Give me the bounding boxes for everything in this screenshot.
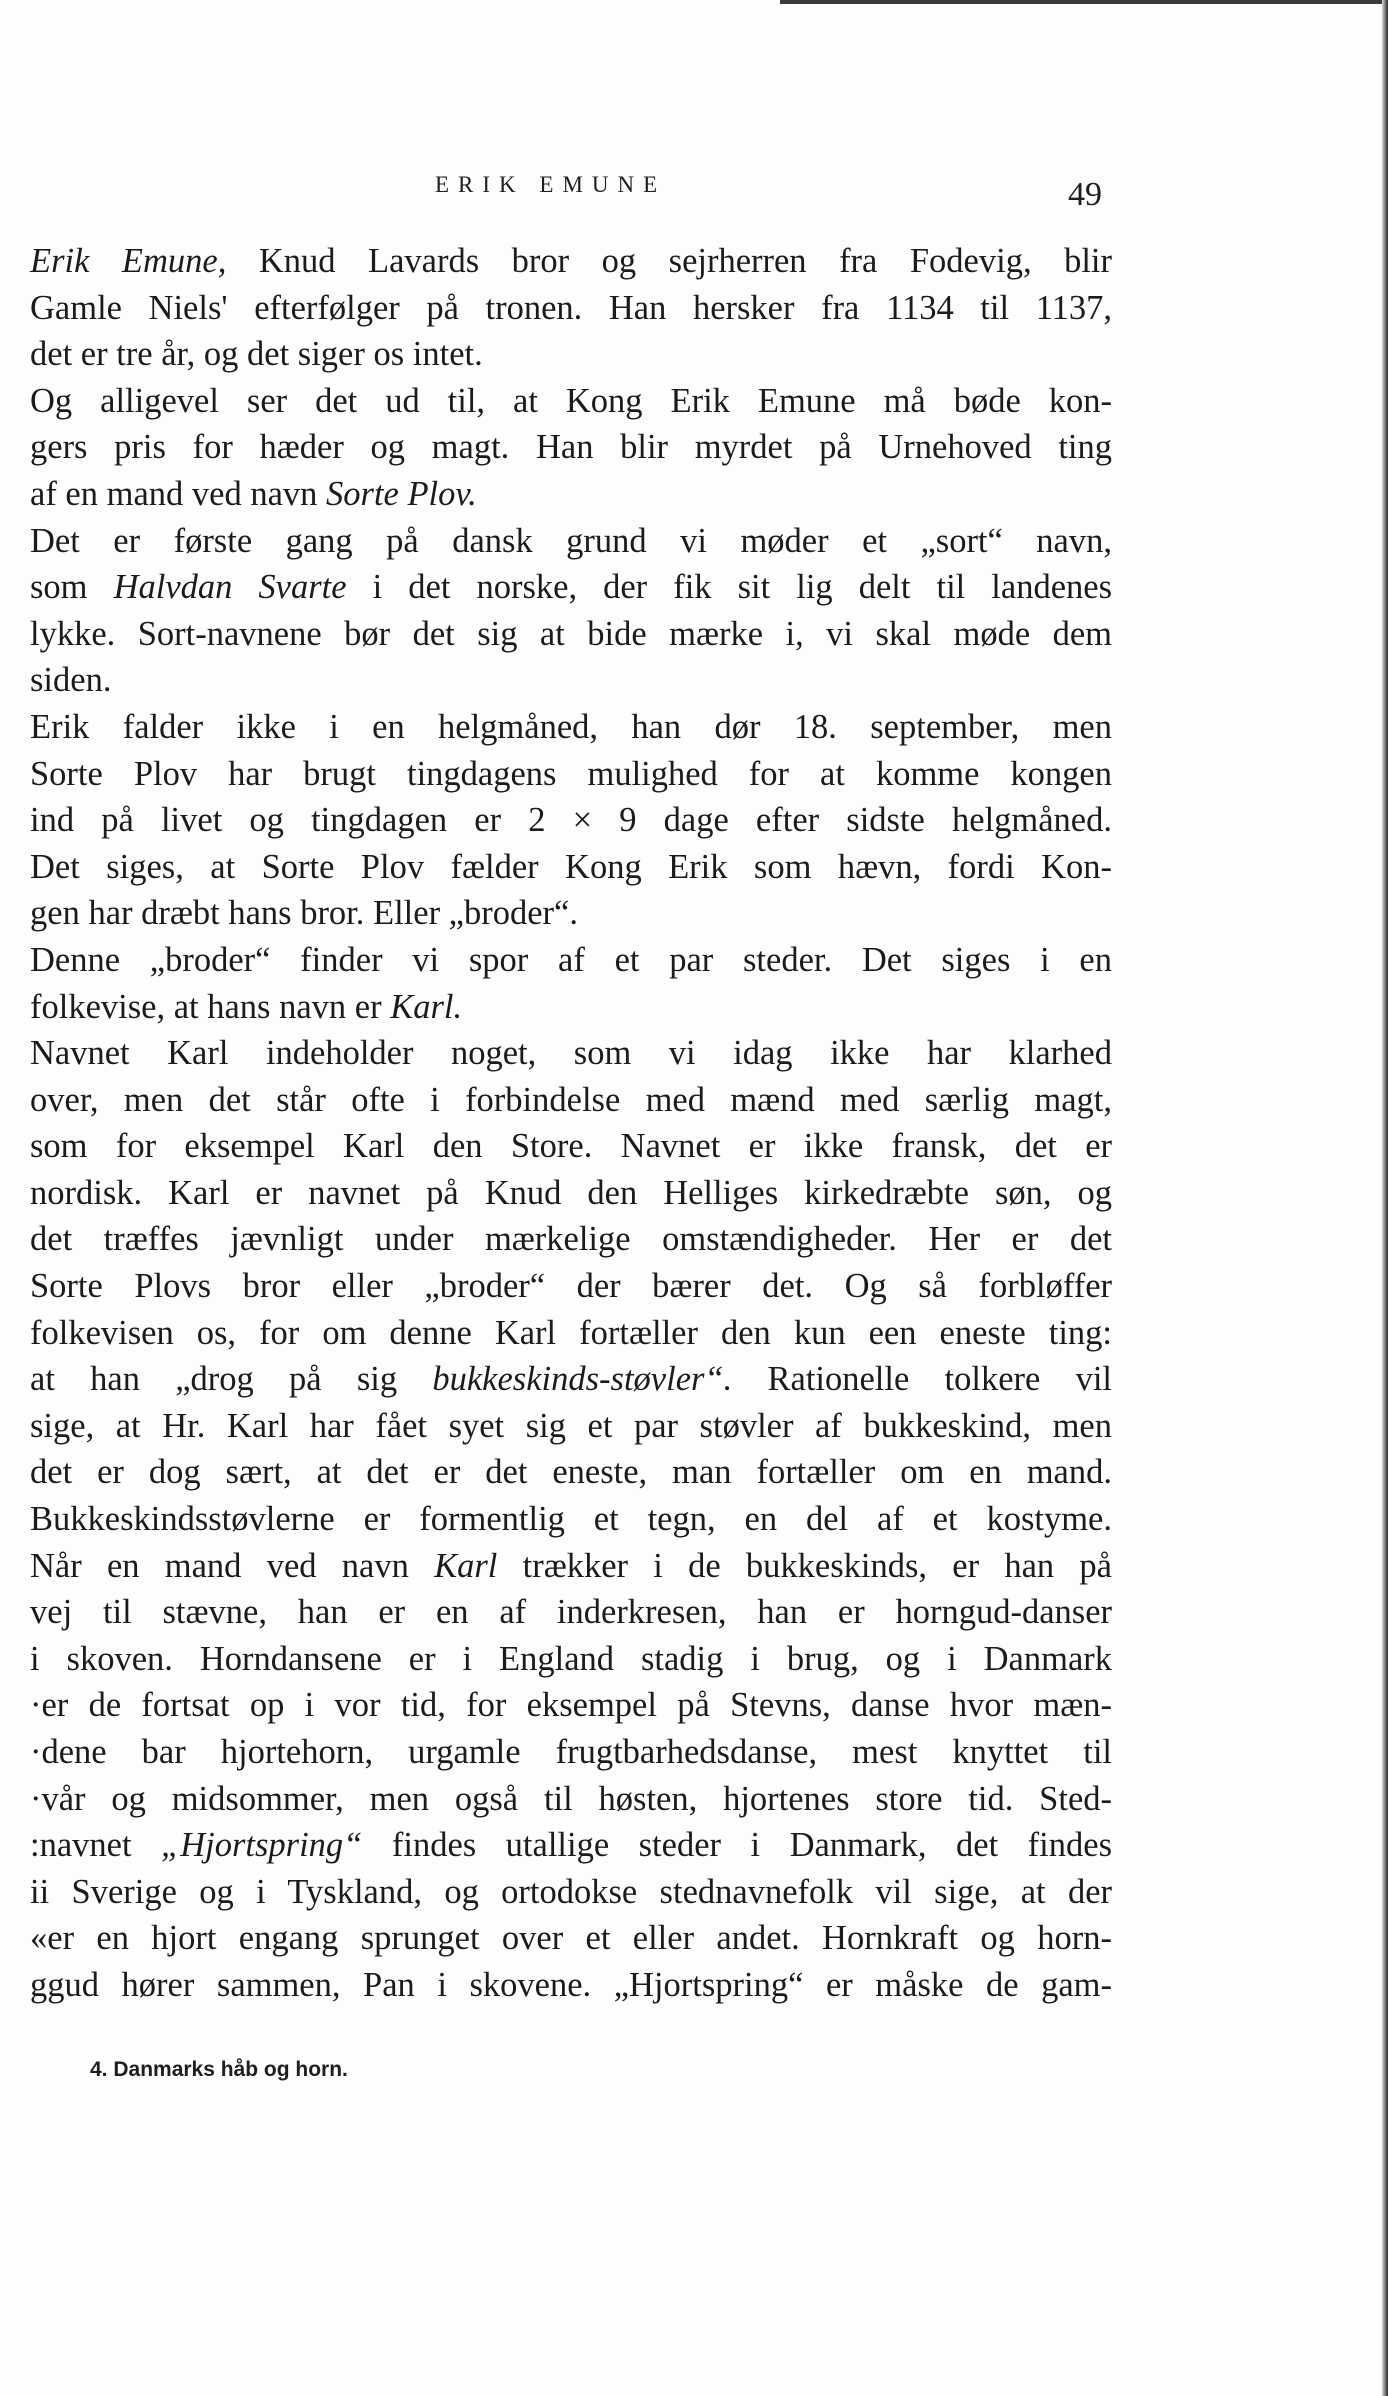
text-line [30,890,1112,937]
text-line [30,611,1112,658]
text-line [30,1636,1112,1683]
text-segment: at han „drog på sig [30,1360,433,1399]
text-line [30,1170,1112,1217]
text-segment: Og alligevel ser det ud til, at Kong Erik Emune må bøde kon- [30,381,1112,420]
text-line [30,1543,1112,1590]
text-segment: folkevisen os, for om denne Karl fortæller den kun een eneste ting: [30,1313,1112,1352]
page-edge-top [780,0,1388,4]
text-segment: det er dog sært, at det er det eneste, man fortæller om en mand. [30,1453,1112,1492]
text-line [30,1962,1112,2009]
italic-text: „Hjortspring“ [161,1826,363,1865]
text-segment: ·er de fortsat op i vor tid, for eksempel på Stevns, danse hvor mæn- [30,1686,1112,1725]
text-segment: nordisk. Karl er navnet på Knud den Helliges kirkedræbte søn, og [30,1173,1112,1212]
text-segment: siden. [30,661,112,700]
text-segment: det er tre år, og det siger os intet. [30,335,483,374]
text-line [30,564,1112,611]
italic-text: Karl. [390,987,463,1026]
text-segment: ii Sverige og i Tyskland, og ortodokse stednavnefolk vil sige, at der [30,1872,1112,1911]
text-line [30,1682,1112,1729]
text-segment: Det siges, at Sorte Plov fælder Kong Erik som hævn, fordi Kon- [30,847,1112,886]
text-segment: folkevise, at hans navn er [30,987,391,1026]
text-line [30,1776,1112,1823]
text-line [30,984,1112,1031]
text-line [30,1449,1112,1496]
text-line [30,238,1112,285]
text-segment: sige, at Hr. Karl har fået syet sig et par støvler af bukkeskind, men [30,1406,1112,1445]
text-segment: lykke. Sort-navnene bør det sig at bide mærke i, vi skal møde dem [30,614,1112,653]
text-segment: findes utallige steder i Danmark, det findes [362,1826,1112,1865]
text-line [30,1077,1112,1124]
text-line [30,657,1112,704]
text-line [30,1915,1112,1962]
text-segment: Bukkeskindsstøvlerne er formentlig et tegn, en del af et kostyme. [30,1500,1112,1539]
text-segment: over, men det står ofte i forbindelse med mænd med særlig magt, [30,1080,1112,1119]
italic-text: Karl [434,1546,498,1585]
text-segment: Det er første gang på dansk grund vi møder et „sort“ navn, [30,521,1112,560]
text-line [30,1869,1112,1916]
text-segment: «er en hjort engang sprunget over et eller andet. Hornkraft og horn- [30,1919,1112,1958]
page-number: 49 [1068,176,1102,213]
page-edge-right [1382,0,1388,2396]
text-line [30,285,1112,332]
body-text [30,238,1112,2009]
text-segment: Navnet Karl indeholder noget, som vi idag ikke har klarhed [30,1034,1112,1073]
text-line [30,518,1112,565]
text-line [30,424,1112,471]
text-segment: i skoven. Horndansene er i England stadig i brug, og i Danmark [30,1639,1112,1678]
text-segment: ·vår og midsommer, men også til høsten, hjortenes store tid. Sted- [30,1779,1112,1818]
text-line [30,1263,1112,1310]
text-segment: trækker i de bukkeskinds, er han på [497,1546,1112,1585]
text-segment: Gamle Niels' efterfølger på tronen. Han hersker fra 1134 til 1137, [30,288,1112,327]
text-line [30,844,1112,891]
text-segment: vej til stævne, han er en af inderkresen, han er horngud-danser [30,1593,1112,1632]
text-segment: det træffes jævnligt under mærkelige omstændigheder. Her er det [30,1220,1112,1259]
text-line [30,1822,1112,1869]
running-head: ERIK EMUNE [435,172,667,197]
text-segment: Sorte Plov har brugt tingdagens mulighed for at komme kongen [30,754,1112,793]
text-segment: af en mand ved navn [30,474,327,513]
text-line [30,1030,1112,1077]
text-segment: :navnet [30,1826,162,1865]
text-segment: som [30,568,114,607]
text-segment: som for eksempel Karl den Store. Navnet er ikke fransk, det er [30,1127,1112,1166]
text-line [30,797,1112,844]
footnote: 4. Danmarks håb og horn. [90,2058,348,2081]
text-line [30,1310,1112,1357]
text-segment: ·dene bar hjortehorn, urgamle frugtbarhedsdanse, mest knyttet til [30,1733,1112,1771]
text-line [30,1496,1112,1543]
text-segment: Sorte Plovs bror eller „broder“ der bærer det. Og så forbløffer [30,1267,1112,1306]
italic-text: Erik Emune, [30,242,227,280]
italic-text: bukkeskinds-støvler“. [432,1360,733,1399]
text-line [30,378,1112,425]
text-line [30,471,1112,518]
text-line [30,937,1112,984]
text-line [30,1403,1112,1450]
text-line [30,751,1112,798]
text-line [30,704,1112,751]
text-line [30,1729,1112,1776]
text-segment: gen har dræbt hans bror. Eller „broder“. [30,894,578,933]
text-line [30,1216,1112,1263]
text-segment: ind på livet og tingdagen er 2 × 9 dage efter sidste helgmåned. [30,801,1112,840]
text-segment: i det norske, der fik sit lig delt til landenes [346,568,1113,607]
text-segment: ggud hører sammen, Pan i skovene. „Hjortspring“ er måske de gam- [30,1965,1112,2004]
text-segment: Rationelle tolkere vil [732,1360,1113,1399]
text-segment: gers pris for hæder og magt. Han blir myrdet på Urnehoved ting [30,428,1112,467]
text-segment: Når en mand ved navn [30,1546,435,1585]
text-segment: Denne „broder“ finder vi spor af et par steder. Det siges i en [30,940,1112,979]
text-segment: Erik falder ikke i en helgmåned, han dør 18. september, men [30,707,1112,746]
text-line [30,1123,1112,1170]
text-segment: Knud Lavards bror og sejrherren fra Fodevig, blir [226,242,1112,280]
text-line [30,331,1112,378]
italic-text: Sorte Plov. [326,474,477,513]
text-line [30,1356,1112,1403]
text-line [30,1589,1112,1636]
italic-text: Halvdan Svarte [113,568,347,607]
